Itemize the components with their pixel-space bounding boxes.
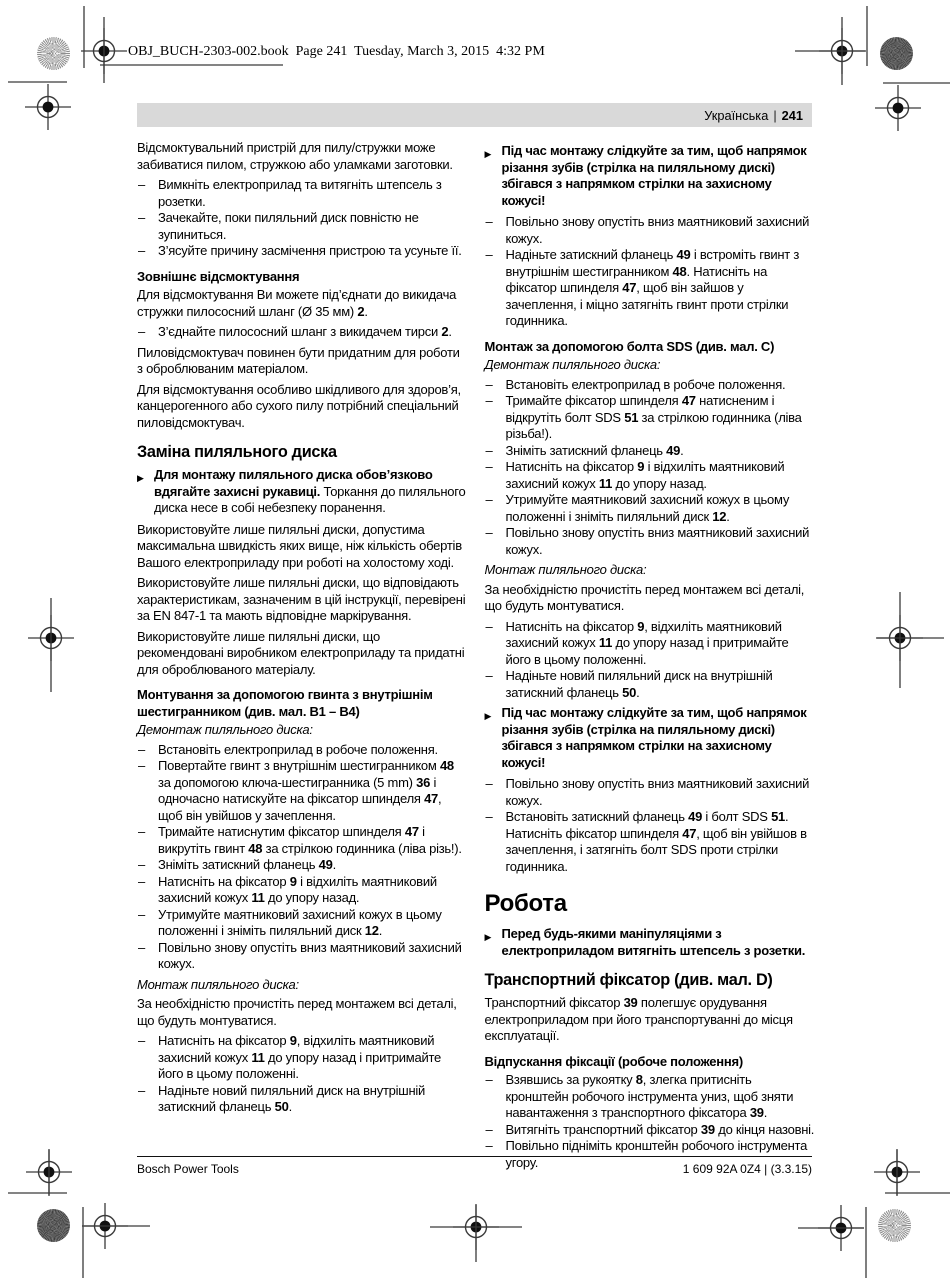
list-item-text: Встановіть затискний фланець 49 і болт SDS 51. Натисніть фіксатор шпинделя 47, щоб він увійшов в зачеплення, і затягніть болт SDS проти стрілки годинника. <box>505 809 807 874</box>
dash-marker: – <box>138 824 145 839</box>
dash-marker: – <box>138 939 145 955</box>
dash-list-item <box>137 874 468 907</box>
subsection-heading: Зовнішнє відсмоктування <box>137 268 300 284</box>
paragraph: За необхідністю прочистіть перед монтажем всі деталі, що будуть монтуватися. <box>137 996 457 1028</box>
warning-triangle-icon: ▶ <box>484 932 492 942</box>
italic-caption: Демонтаж пиляльного диска: <box>137 722 313 737</box>
dash-marker: – <box>485 618 493 634</box>
registration-mark <box>874 1149 920 1195</box>
dash-list-item <box>137 742 468 759</box>
dash-list <box>137 742 468 973</box>
list-item-text: Натисніть на фіксатор 9 і відхиліть маятниковий захисний кожух 11 до упору назад. <box>505 459 785 491</box>
list-item-text: Встановіть електроприлад в робоче положення. <box>505 376 786 392</box>
dash-marker: – <box>485 1072 493 1087</box>
warning-text: Під час монтажу слідкуйте за тим, щоб напрямок різання зубів (стрілка на пиляльному дискі) збігався з напрямком стрілки на захисному кожусі! <box>501 143 807 208</box>
paragraph: Транспортний фіксатор 39 полегшує орудування електроприладом при його транспортуванні до місця експлуатації. <box>484 995 793 1043</box>
registration-mark <box>26 1149 72 1195</box>
safety-warning <box>485 705 816 771</box>
dash-list-item <box>485 492 816 525</box>
dash-marker: – <box>138 906 145 922</box>
paragraph: За необхідністю прочистіть перед монтажем всі деталі, що будуть монтуватися. <box>484 581 805 613</box>
dash-list-item <box>485 247 816 330</box>
subsection-heading: Монтування за допомогою гвинта з внутрішнім шестигранником (див. мал. B1 – B4) <box>137 687 433 719</box>
column-right <box>485 140 816 1175</box>
section-heading: Транспортний фіксатор (див. мал. D) <box>484 971 773 989</box>
safety-warning <box>137 467 468 517</box>
dash-list-item <box>485 776 816 809</box>
warning-triangle-icon: ▶ <box>484 149 492 159</box>
list-item-text: Повільно знову опустіть вниз маятниковий захисний кожух. <box>505 214 810 246</box>
warning-text: Для монтажу пиляльного диска обов’язково вдягайте захисні рукавиці. Торкання до пиляльного диска несе в собі небезпеку поранення. <box>154 467 466 515</box>
list-item-text: Встановіть електроприлад в робоче положення. <box>158 741 438 757</box>
paragraph: Пиловідсмоктувач повинен бути придатним для роботи з оброблюваним матеріалом. <box>137 344 460 376</box>
dash-marker: – <box>138 1033 145 1048</box>
warning-text: Перед будь-якими маніпуляціями з електроприладом витягніть штепсель з розетки. <box>501 926 806 958</box>
list-item-text: Натисніть на фіксатор 9, відхиліть маятниковий захисний кожух 11 до упору назад і притримайте його в цьому положенні. <box>158 1033 441 1081</box>
dash-list-item <box>485 619 816 669</box>
dash-marker: – <box>138 210 145 225</box>
list-item-text: Надіньте новий пиляльний диск на внутрішній затискний фланець 50. <box>505 668 773 700</box>
print-job-header: OBJ_BUCH-2303-002.book Page 241 Tuesday, March 3, 2015 4:32 PM <box>128 44 545 59</box>
dash-list-item <box>137 1033 468 1083</box>
list-item-text: Зніміть затискний фланець 49. <box>505 442 684 458</box>
list-item-text: Повільно знову опустіть вниз маятниковий захисний кожух. <box>505 776 810 808</box>
dash-list <box>137 177 468 260</box>
dash-marker: – <box>485 776 493 791</box>
list-item-text: Повільно підніміть кронштейн робочого інструмента угору. <box>505 1138 808 1170</box>
dash-list <box>137 1033 468 1116</box>
list-item-text: Взявшись за рукоятку 8, злегка притисніть кронштейн робочого інструмента униз, щоб зняти навантаження з транспортного фіксатора 39. <box>505 1072 794 1120</box>
dash-list <box>485 377 816 559</box>
subsection-heading: Монтаж за допомогою болта SDS (див. мал. C) <box>484 338 775 354</box>
dash-list-item <box>485 809 816 875</box>
dash-list-item <box>485 443 816 460</box>
registration-mark <box>81 28 127 74</box>
list-item-text: Зніміть затискний фланець 49. <box>158 857 337 872</box>
registration-mark <box>82 1203 128 1249</box>
warning-triangle-icon: ▶ <box>484 711 492 721</box>
registration-mark <box>818 1205 864 1251</box>
dash-list-item <box>137 1083 468 1116</box>
italic-caption: Монтаж пиляльного диска: <box>137 976 299 992</box>
dash-list-item <box>485 214 816 247</box>
list-item-text: Тримайте натиснутим фіксатор шпинделя 47 і викрутіть гвинт 48 за стрілкою годинника (ліва різь!). <box>158 824 462 856</box>
dash-list-item <box>137 758 468 824</box>
dash-marker: – <box>485 525 493 540</box>
paragraph: Для відсмоктування особливо шкідливого для здоров’я, канцерогенного або сухого пилу потрібний спеціальний пиловідсмоктувач. <box>137 381 461 430</box>
registration-mark <box>875 85 921 131</box>
safety-warning <box>485 926 816 959</box>
list-item-text: Вимкніть електроприлад та витягніть штепсель з розетки. <box>158 177 442 209</box>
footer-document-code: 1 609 92A 0Z4 | (3.3.15) <box>682 1162 812 1176</box>
list-item-text: Витягніть транспортний фіксатор 39 до кінця назовні. <box>505 1121 815 1137</box>
list-item-text: Утримуйте маятниковий захисний кожух в цьому положенні і зніміть пиляльний диск 12. <box>158 906 442 938</box>
dash-marker: – <box>485 668 493 683</box>
dash-list <box>485 214 816 330</box>
chapter-heading: Робота <box>484 890 567 917</box>
list-item-text: Надіньте новий пиляльний диск на внутрішній затискний фланець 50. <box>158 1082 426 1114</box>
paragraph: Використовуйте лише пиляльні диски, що рекомендовані виробником електроприладу та придатні для оброблюваного матеріалу. <box>137 628 465 677</box>
paragraph: Використовуйте лише пиляльні диски, що відповідають характеристикам, зазначеним в цій інструкції, перевірені за EN 847-1 та мають відповідне маркірування. <box>137 575 466 623</box>
registration-mark <box>877 615 923 661</box>
list-item-text: Надіньте затискний фланець 49 і встроміть гвинт з внутрішнім шестигранником 48. Натисніть на фіксатор шпинделя 47, щоб він зайшов у зачеплення, і міцно затягніть гвинт проти стрілки годинника. <box>505 247 800 328</box>
dash-marker: – <box>485 376 493 392</box>
dash-marker: – <box>485 247 493 262</box>
list-item-text: Натисніть на фіксатор 9, відхиліть маятниковий захисний кожух 11 до упору назад і притримайте його в цьому положенні. <box>505 618 789 667</box>
italic-caption: Монтаж пиляльного диска: <box>484 562 647 577</box>
dash-list <box>485 776 816 875</box>
column-left <box>137 140 468 1175</box>
dash-marker: – <box>138 857 145 872</box>
dash-marker: – <box>485 809 493 824</box>
list-item-text: Повільно знову опустіть вниз маятниковий захисний кожух. <box>505 525 810 557</box>
dash-list-item <box>137 243 468 260</box>
dash-list-item <box>485 1072 816 1122</box>
dash-list-item <box>485 377 816 394</box>
dash-marker: – <box>138 177 145 192</box>
page-number: 241 <box>781 107 803 123</box>
language-label: Українська <box>704 107 769 123</box>
warning-triangle-icon: ▶ <box>137 473 144 483</box>
dash-marker: – <box>485 393 493 408</box>
list-item-text: З’єднайте пилососний шланг з викидачем тирси 2. <box>158 324 452 339</box>
registration-mark <box>28 615 74 661</box>
color-control-patch-icon <box>37 37 70 70</box>
list-item-text: Натисніть на фіксатор 9 і відхиліть маятниковий захисний кожух 11 до упору назад. <box>158 873 437 905</box>
dash-list-item <box>137 324 468 341</box>
dash-marker: – <box>138 741 145 757</box>
footer <box>137 1162 812 1176</box>
page-header-bar <box>137 103 812 127</box>
color-control-patch-icon <box>880 37 913 70</box>
dash-list-item <box>137 857 468 874</box>
section-heading: Заміна пиляльного диска <box>137 443 337 461</box>
dash-marker: – <box>485 442 493 458</box>
registration-mark <box>453 1204 499 1250</box>
list-item-text: Тримайте фіксатор шпинделя 47 натисненим і відкрутіть болт SDS 51 за стрілкою годинника (ліва різьба!). <box>505 393 802 441</box>
dash-list-item <box>485 459 816 492</box>
dash-marker: – <box>485 492 493 507</box>
dash-marker: – <box>138 873 145 889</box>
color-control-patch-icon <box>37 1209 70 1242</box>
dash-list-item <box>485 668 816 701</box>
dash-marker: – <box>485 214 493 229</box>
footer-brand: Bosch Power Tools <box>137 1162 239 1176</box>
list-item-text: Зачекайте, поки пиляльний диск повністю не зупиниться. <box>158 210 419 242</box>
list-item-text: З’ясуйте причину засмічення пристрою та усуньте її. <box>158 243 462 258</box>
paragraph: Відсмоктувальний пристрій для пилу/стружки може забиватися пилом, стружкою або уламками заготовки. <box>137 140 453 172</box>
dash-list-item <box>485 393 816 443</box>
footer-rule <box>137 1156 812 1157</box>
dash-marker: – <box>138 758 145 773</box>
dash-list <box>485 619 816 702</box>
content-columns <box>137 140 815 1175</box>
dash-marker: – <box>138 324 145 339</box>
dash-list-item <box>137 210 468 243</box>
list-item-text: Утримуйте маятниковий захисний кожух в цьому положенні і зніміть пиляльний диск 12. <box>505 492 790 524</box>
subsection-heading: Відпускання фіксації (робоче положення) <box>484 1053 743 1069</box>
dash-marker: – <box>485 459 493 474</box>
warning-text: Під час монтажу слідкуйте за тим, щоб напрямок різання зубів (стрілка на пиляльному дискі) збігався з напрямком стрілки на захисному кожусі! <box>501 705 807 770</box>
header-separator: | <box>773 107 777 123</box>
list-item-text: Повертайте гвинт з внутрішнім шестигранником 48 за допомогою ключа-шестигранника (5 mm) 36 і одночасно натискуйте на фіксатор шпинделя 47, щоб він увійшов у зачеплення. <box>158 758 454 823</box>
registration-mark <box>25 84 71 130</box>
italic-caption: Демонтаж пиляльного диска: <box>484 357 661 372</box>
list-item-text: Повільно знову опустіть вниз маятниковий захисний кожух. <box>158 939 462 971</box>
dash-list-item <box>137 940 468 973</box>
dash-marker: – <box>485 1138 493 1153</box>
paragraph: Для відсмоктування Ви можете під’єднати до викидача стружки пилососний шланг (Ø 35 мм) 2. <box>137 287 457 319</box>
dash-list <box>137 324 468 341</box>
dash-marker: – <box>485 1121 493 1137</box>
color-control-patch-icon <box>878 1209 911 1242</box>
dash-marker: – <box>138 243 145 258</box>
registration-mark <box>819 28 865 74</box>
dash-list-item <box>137 177 468 210</box>
dash-list-item <box>137 824 468 857</box>
paragraph: Використовуйте лише пиляльні диски, допустима максимальна швидкість яких вище, ніж кількість обертів Вашого електроприладу при роботі на холостому ході. <box>137 521 462 570</box>
dash-list-item <box>485 1122 816 1139</box>
dash-list-item <box>485 525 816 558</box>
safety-warning <box>485 143 816 209</box>
dash-list-item <box>137 907 468 940</box>
dash-marker: – <box>138 1082 145 1098</box>
